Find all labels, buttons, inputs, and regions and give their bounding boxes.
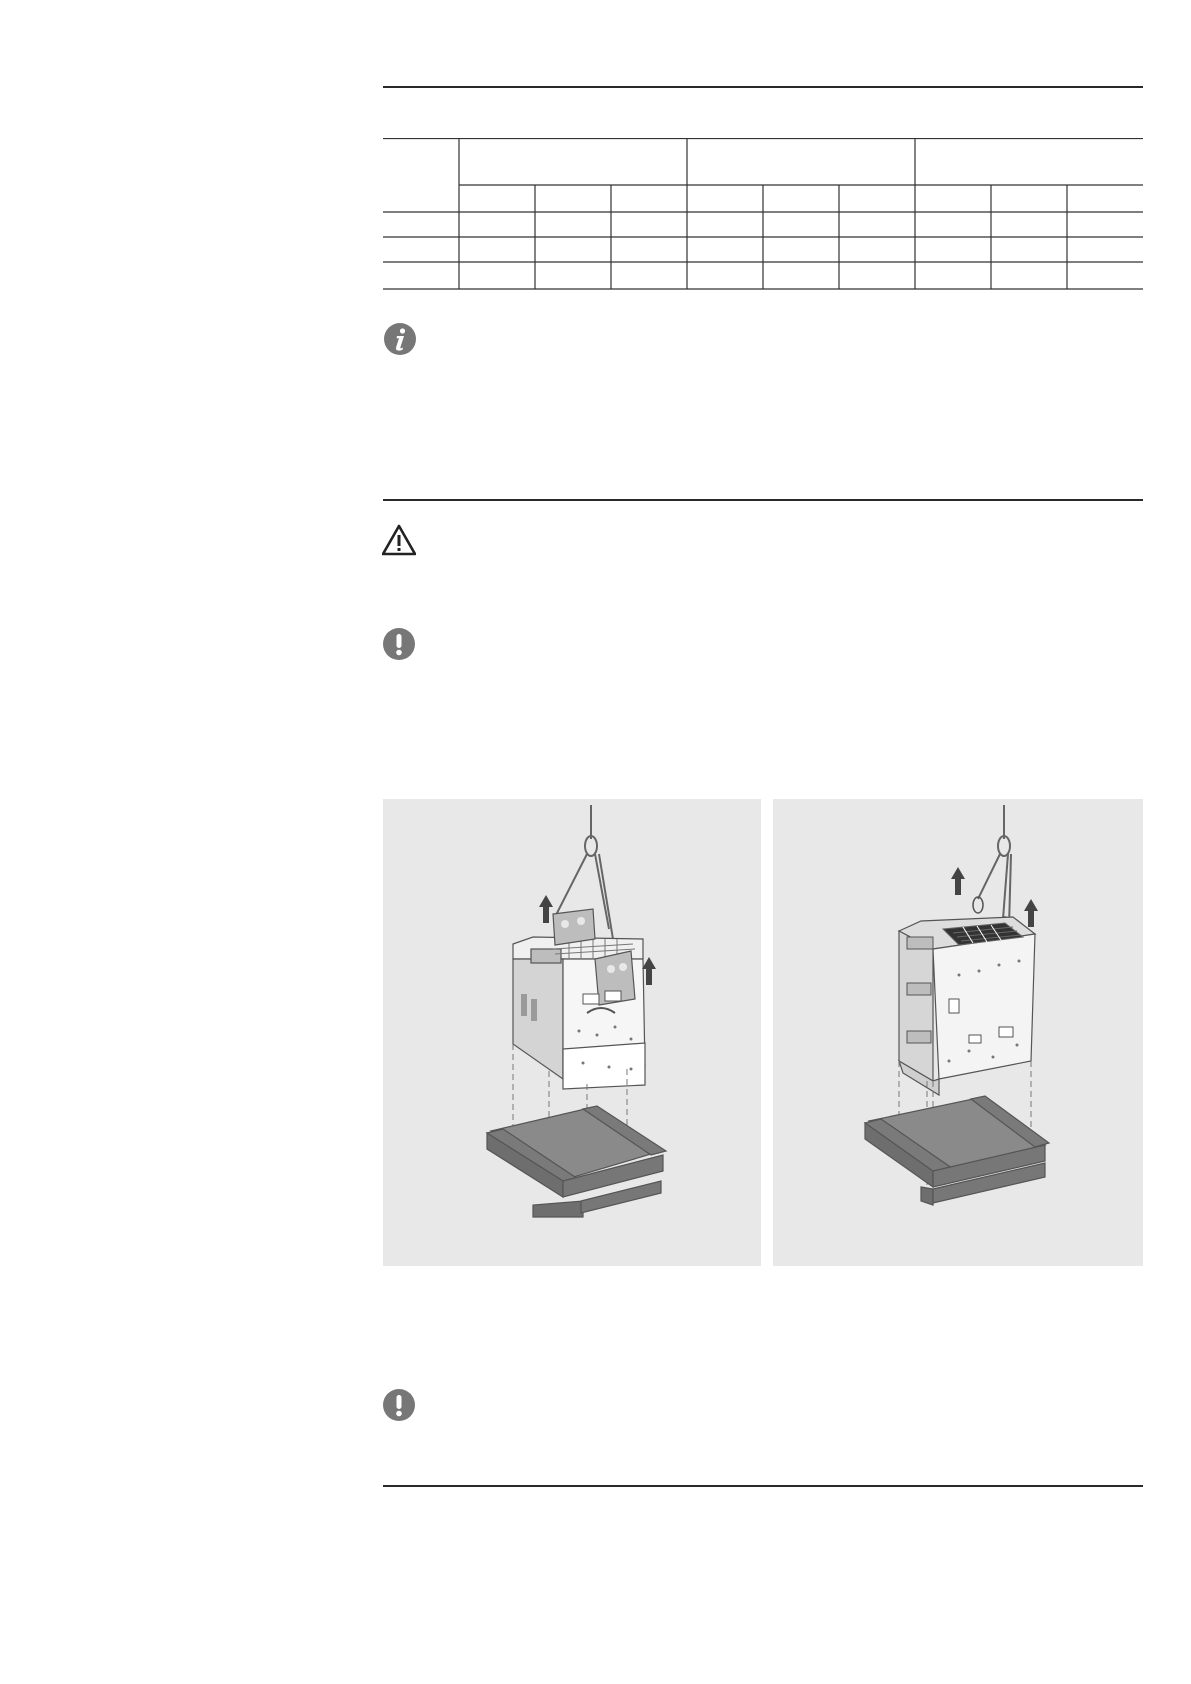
- specification-table: [383, 138, 1143, 290]
- exclamation-circle-icon: [382, 1388, 416, 1422]
- figure-lifting-front: [383, 799, 761, 1266]
- warning-triangle-icon: [382, 524, 416, 558]
- section-rule-top: [383, 86, 1143, 88]
- section-rule-middle: [383, 499, 1143, 501]
- info-icon: [383, 322, 417, 356]
- section-rule-bottom: [383, 1485, 1143, 1487]
- exclamation-circle-icon: [382, 627, 416, 661]
- figure-lifting-rear: [773, 799, 1143, 1266]
